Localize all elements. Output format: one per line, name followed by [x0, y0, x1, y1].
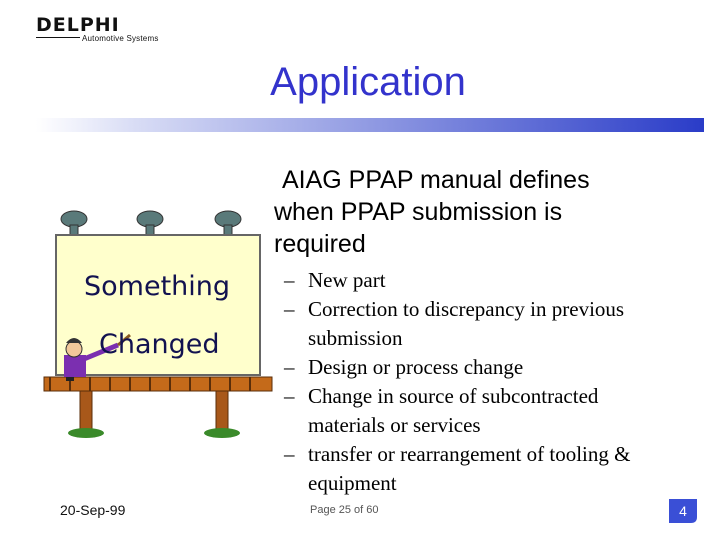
footer-date: 20-Sep-99	[60, 502, 126, 518]
logo-underline	[36, 37, 80, 38]
logo-subtitle: Automotive Systems	[82, 34, 159, 43]
billboard-painter-icon	[40, 205, 280, 445]
bullet-marker: –	[284, 442, 295, 466]
bullet-text: Change in source of subcontracted	[308, 384, 599, 408]
bullet-text: New part	[308, 268, 386, 292]
delphi-logo	[36, 14, 196, 44]
bullet-text: transfer or rearrangement of tooling &	[308, 442, 631, 466]
intro-text	[274, 164, 694, 260]
page-number-badge	[669, 499, 697, 523]
bullet-marker: –	[284, 384, 295, 408]
bullet-marker: –	[284, 268, 295, 292]
logo-brand: DELPHI	[36, 14, 120, 36]
list-item	[284, 440, 704, 498]
intro-line: AIAG PPAP manual defines	[282, 166, 590, 194]
bullet-marker: –	[284, 355, 295, 379]
slide-title: Application	[270, 60, 466, 104]
footer-page-text: Page 25 of 60	[310, 504, 379, 516]
list-item	[284, 353, 704, 382]
bullet-text: equipment	[308, 471, 397, 495]
bullet-text: Correction to discrepancy in previous	[308, 297, 625, 321]
sign-text-line2: Changed	[99, 329, 220, 360]
billboard-lamps	[61, 211, 241, 237]
bullet-text: Design or process change	[308, 355, 524, 379]
intro-line: when PPAP submission is	[274, 198, 563, 226]
bullet-text: submission	[308, 326, 403, 350]
title-rule	[36, 118, 704, 132]
list-item	[284, 295, 704, 353]
list-item	[284, 382, 704, 440]
intro-line: required	[274, 230, 366, 258]
bullet-list	[284, 266, 704, 498]
bullet-marker: –	[284, 297, 295, 321]
sign-text-line1: Something	[84, 271, 231, 302]
list-item	[284, 266, 704, 295]
bullet-text: materials or services	[308, 413, 481, 437]
page-number: 4	[679, 503, 687, 519]
